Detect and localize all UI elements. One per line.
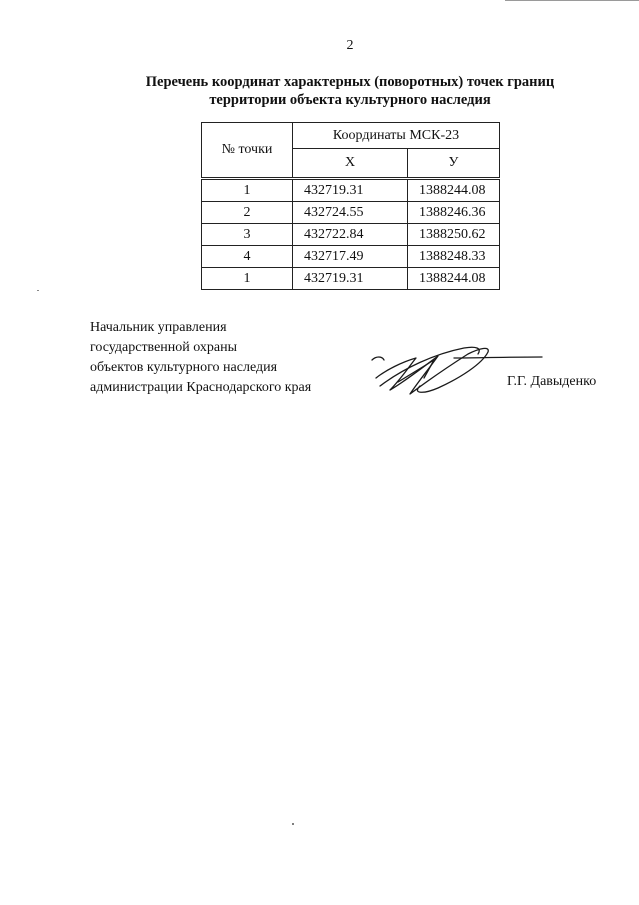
position-line-1: Начальник управления [90,320,227,335]
point-number-header: № точки [202,123,293,179]
point-number-cell: 4 [202,246,293,268]
title-line-2: территории объекта культурного наследия [209,92,491,108]
point-number-cell: 3 [202,224,293,246]
x-coordinate-cell: 432719.31 [293,268,408,290]
point-number-cell: 1 [202,179,293,202]
page-number: 2 [346,38,354,53]
x-column-header: X [293,149,408,179]
handwritten-signature [364,338,544,400]
y-coordinate-cell: 1388250.62 [408,224,500,246]
table-row [202,224,500,246]
y-coordinate-cell: 1388246.36 [408,202,500,224]
table-row [202,246,500,268]
x-coordinate-cell: 432717.49 [293,246,408,268]
y-coordinate-cell: 1388244.08 [408,268,500,290]
coordinates-table [201,122,500,290]
table-row [202,179,500,202]
x-coordinate-cell: 432724.55 [293,202,408,224]
table-row [202,202,500,224]
scan-speck [37,290,39,291]
top-edge-rule [505,0,639,1]
y-coordinate-cell: 1388244.08 [408,179,500,202]
point-number-cell: 1 [202,268,293,290]
y-column-header: У [408,149,500,179]
position-line-4: администрации Краснодарского края [90,380,312,395]
coordinates-system-header: Координаты МСК-23 [293,123,500,149]
title-line-1: Перечень координат характерных (поворотных) точек границ [145,74,555,90]
signatory-name: Г.Г. Давыденко [507,374,597,389]
document-title [0,73,639,109]
table-header-row [202,123,500,149]
y-coordinate-cell: 1388248.33 [408,246,500,268]
position-line-2: государственной охраны [90,340,238,355]
signatory-position [90,318,311,398]
scan-speck [292,823,294,825]
point-number-cell: 2 [202,202,293,224]
x-coordinate-cell: 432719.31 [293,179,408,202]
position-line-3: объектов культурного наследия [90,360,278,375]
x-coordinate-cell: 432722.84 [293,224,408,246]
table-row [202,268,500,290]
